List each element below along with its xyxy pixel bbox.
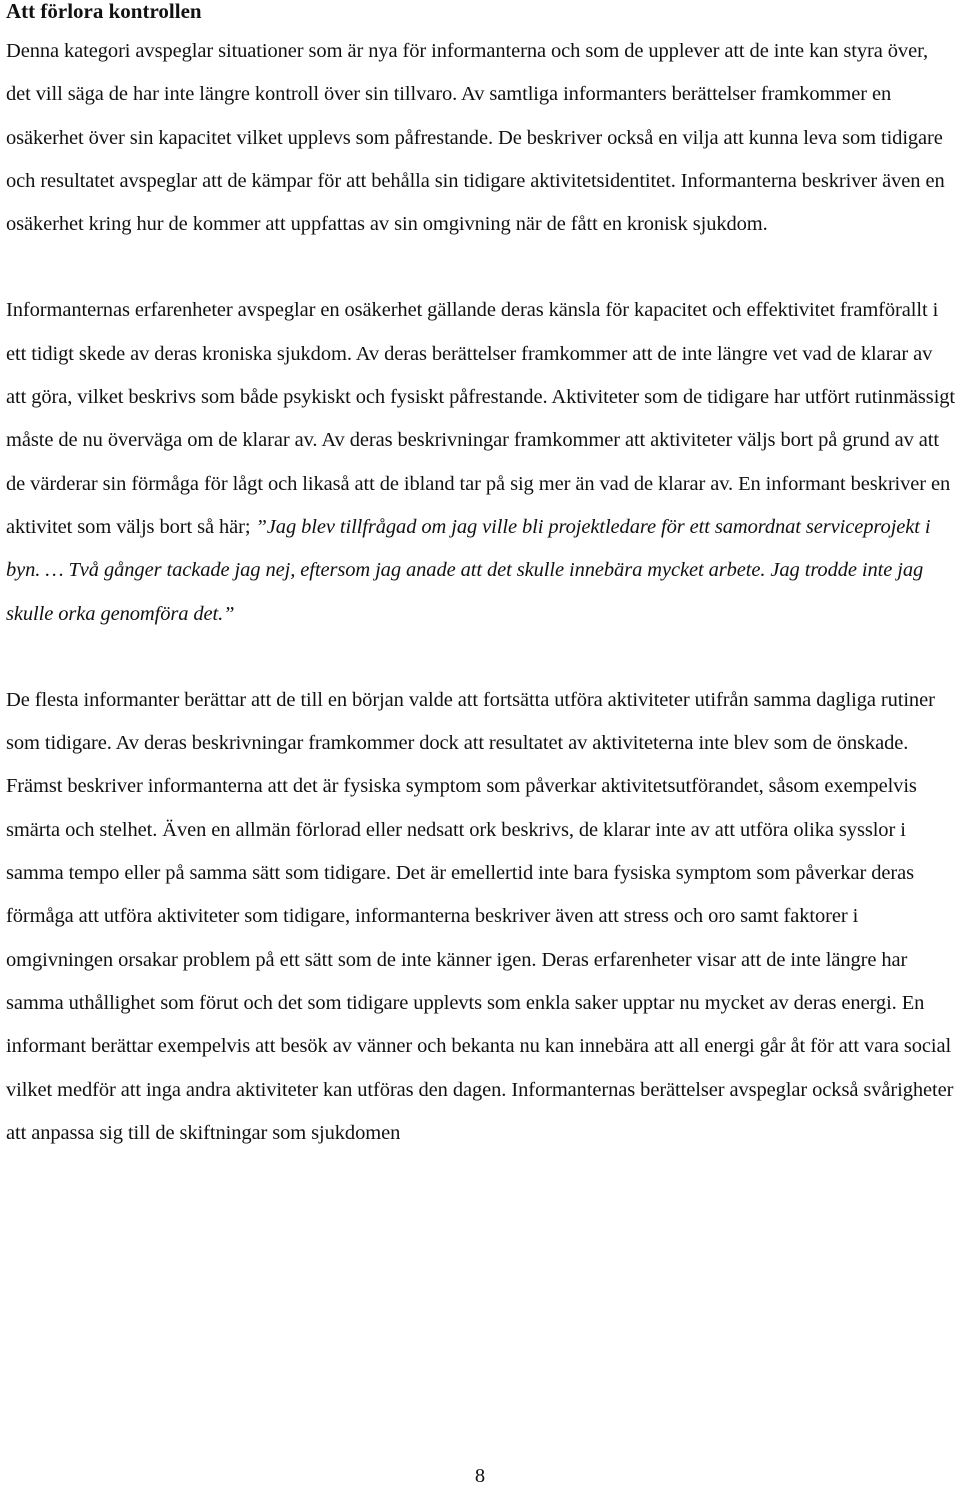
document-page: [6, 0, 956, 1155]
paragraph-gap: [6, 246, 956, 289]
informant-quote: ”Jag blev tillfrågad om jag ville bli projektledare för ett samordnat serviceprojekt i byn. … Två gånger tackade jag nej, eftersom jag anade att det skulle innebära mycket arbete. Jag trodde inte jag skulle orka genomföra det.”: [6, 515, 931, 625]
paragraph-gap: [6, 636, 956, 679]
paragraph-2-text: Informanternas erfarenheter avspeglar en osäkerhet gällande deras känsla för kapacitet och effektivitet framförallt i ett tidigt skede av deras kroniska sjukdom. Av deras berättelser framkommer att de inte längre vet vad de klarar av att göra, vilket beskrivs som både psykiskt och fysiskt påfrestande. Aktiviteter som de tidigare har utfört rutinmässigt måste de nu överväga om de klarar av. Av deras beskrivningar framkommer att aktiviteter väljs bort på grund av att de värderar sin förmåga för lågt och likaså att de ibland tar på sig mer än vad de klarar av. En informant beskriver en aktivitet som väljs bort så här;: [6, 299, 956, 538]
page-number: 8: [474, 1465, 486, 1487]
paragraph-1: Denna kategori avspeglar situationer som är nya för informanterna och som de upplever att de inte kan styra över, det vill säga de har inte längre kontroll över sin tillvaro. Av samtliga informanters berättelser framkommer en osäkerhet över sin kapacitet vilket upplevs som påfrestande. De beskriver också en vilja att kunna leva som tidigare och resultatet avspeglar att de kämpar för att behålla sin tidigare aktivitetsidentitet. Informanterna beskriver även en osäkerhet kring hur de kommer att uppfattas av sin omgivning när de fått en kronisk sjukdom.: [6, 40, 945, 236]
paragraph-3: De flesta informanter berättar att de till en början valde att fortsätta utföra aktiviteter utifrån samma dagliga rutiner som tidigare. Av deras beskrivningar framkommer dock att resultatet av aktiviteterna inte blev som de önskade. Främst beskriver informanterna att det är fysiska symptom som påverkar aktivitetsutförandet, såsom exempelvis smärta och stelhet. Även en allmän förlorad eller nedsatt ork beskrivs, de klarar inte av att utföra olika sysslor i samma tempo eller på samma sätt som tidigare. Det är emellertid inte bara fysiska symptom som påverkar deras förmåga att utföra aktiviteter som tidigare, informanterna beskriver även att stress och oro samt faktorer i omgivningen orsakar problem på ett sätt som de inte känner igen. Deras erfarenheter visar att de inte längre har samma uthållighet som förut och det som tidigare upplevts som enkla saker upptar nu mycket av deras energi. En informant berättar exempelvis att besök av vänner och bekanta nu kan innebära att all energi går åt för att vara social vilket medför att inga andra aktiviteter kan utföras den dagen. Informanternas berättelser avspeglar också svårigheter att anpassa sig till de skiftningar som sjukdomen: [6, 688, 954, 1144]
section-heading: Att förlora kontrollen: [6, 0, 202, 23]
paragraph-2: [6, 289, 956, 635]
